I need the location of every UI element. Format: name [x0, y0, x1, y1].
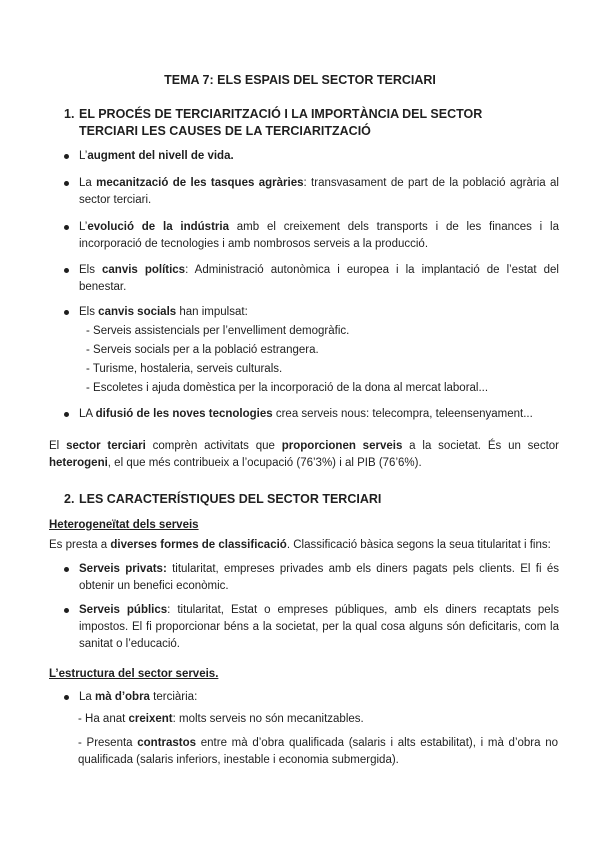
intro-paragraph: Es presta a diverses formes de classificació. Classificació bàsica segons la seua titularitat i fins: [49, 539, 551, 551]
bullet-icon [64, 181, 69, 186]
subheading-heterogeneity: Heterogeneïtat dels serveis [49, 519, 199, 531]
list-item: Serveis públics: titularitat, Estat o empreses públiques, amb els diners recaptats pels impostos. El fi proporcionar béns a la societat, per la qual cosa alguns són deficitaris, com la sanitat o l’educació. [64, 602, 559, 653]
list-item: L’augment del nivell de vida. [64, 148, 559, 165]
list-item: LA difusió de les noves tecnologies crea serveis nous: telecompra, teleensenyament... [64, 406, 559, 423]
sub-list-item: - Turisme, hostaleria, serveis culturals. [86, 363, 283, 375]
sub-list-item: - Serveis assistencials per l’envelliment demogràfic. [86, 325, 350, 337]
sub-list-item: - Serveis socials per a la població estrangera. [86, 344, 319, 356]
list-item: La mà d’obra terciària: [64, 689, 559, 706]
bullet-icon [64, 268, 69, 273]
section-1-number: 1. [64, 107, 75, 121]
section-2-number: 2. [64, 492, 75, 506]
bullet-icon [64, 225, 69, 230]
sub-list-item: - Presenta contrastos entre mà d’obra qualificada (salaris i alts estabilitat), i mà d’obra no qualificada (salaris inferiors, inestable i economia submergida). [78, 737, 559, 766]
bullet-icon [64, 154, 69, 159]
list-item: Els canvis socials han impulsat: [64, 304, 559, 321]
section-1-heading [64, 106, 544, 140]
section-2-title: LES CARACTERÍSTIQUES DEL SECTOR TERCIARI [79, 492, 382, 506]
document-title: TEMA 7: ELS ESPAIS DEL SECTOR TERCIARI [164, 73, 436, 87]
bullet-icon [64, 310, 69, 315]
summary-paragraph: El sector terciari comprèn activitats que proporcionen serveis a la societat. És un sector heterogeni, el que més contribueix a l’ocupació (76’3%) i al PIB (76’6%). [49, 440, 560, 469]
section-2-heading [64, 491, 544, 508]
subheading-structure: L’estructura del sector serveis. [49, 668, 219, 680]
list-item: La mecanització de les tasques agràries: transvasament de part de la població agrària al sector terciari. [64, 175, 559, 209]
bullet-icon [64, 695, 69, 700]
sub-list-item: - Ha anat creixent: molts serveis no són mecanitzables. [78, 713, 364, 725]
bullet-icon [64, 608, 69, 613]
list-item: L’evolució de la indústria amb el creixement dels transports i de les finances i la incorporació de tecnologies i amb nombrosos serveis a la producció. [64, 219, 559, 253]
list-item: Serveis privats: titularitat, empreses privades amb els diners pagats pels clients. El fi és obtenir un benefici econòmic. [64, 561, 559, 595]
list-item: Els canvis polítics: Administració autonòmica i europea i la implantació de l’estat del benestar. [64, 262, 559, 296]
section-1-title: EL PROCÉS DE TERCIARITZACIÓ I LA IMPORTÀNCIA DEL SECTOR TERCIARI LES CAUSES DE LA TERCIARITZACIÓ [79, 107, 483, 138]
sub-list-item: - Escoletes i ajuda domèstica per la incorporació de la dona al mercat laboral... [86, 382, 489, 394]
bullet-icon [64, 567, 69, 572]
bullet-icon [64, 412, 69, 417]
